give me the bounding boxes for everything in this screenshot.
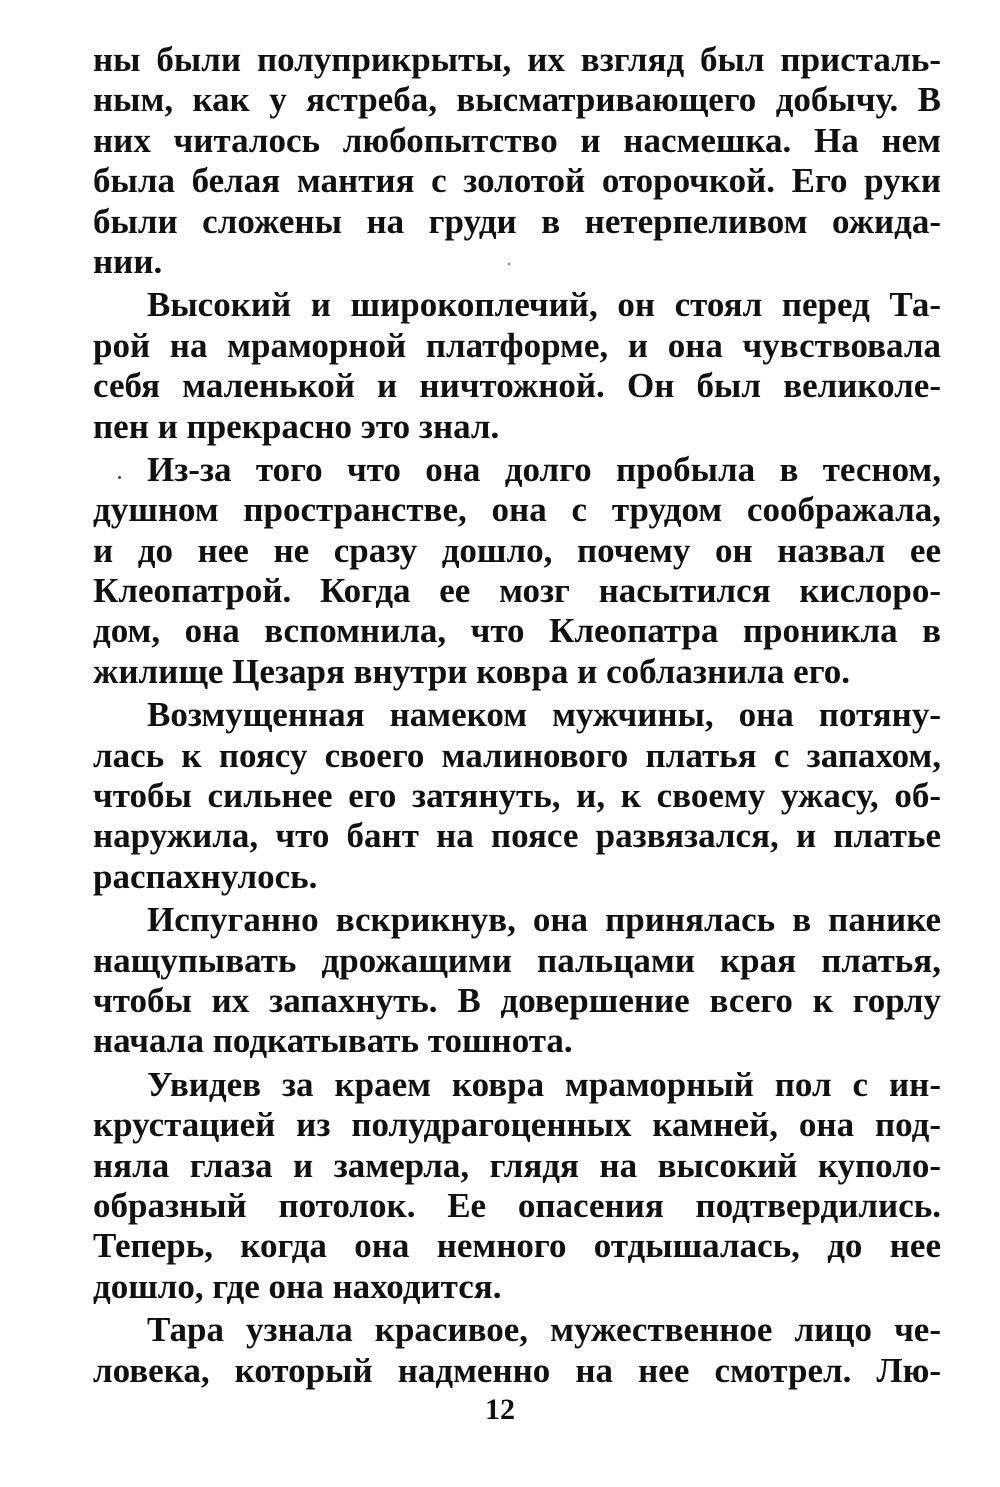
text-line: дом, она вспомнила, что Клеопатра проникла в	[93, 611, 941, 651]
text-line: Испуганно вскрикнув, она принялась в панике	[147, 900, 941, 940]
text-line: Теперь, когда она немного отдышалась, до нее	[93, 1226, 941, 1266]
text-line: чтобы их запахнуть. В довершение всего к горлу	[93, 980, 941, 1020]
text-line: была белая мантия с золотой оторочкой. Его руки	[93, 161, 941, 201]
paragraph	[93, 900, 941, 1062]
text-line: Возмущенная намеком мужчины, она потяну-	[147, 695, 941, 735]
print-speck	[118, 476, 121, 479]
text-line: Клеопатрой. Когда ее мозг насытился кислоро-	[93, 571, 941, 611]
text-line: и до нее не сразу дошло, почему он назвал ее	[93, 530, 941, 570]
text-line: наружила, что бант на поясе развязался, и платье	[93, 816, 941, 856]
text-line: Из-за того что она долго пробыла в тесном,	[147, 449, 941, 489]
text-line: них читалось любопытство и насмешка. На нем	[93, 120, 941, 160]
paragraph	[93, 450, 941, 692]
text-line: пен и прекрасно это знал.	[93, 406, 500, 446]
text-line: ловека, который надменно на нее смотрел. Лю-	[93, 1350, 941, 1390]
text-line: чтобы сильнее его затянуть, и, к своему ужасу, об-	[93, 776, 941, 816]
paragraph	[93, 1065, 941, 1307]
text-line: образный потолок. Ее опасения подтвердились.	[93, 1185, 941, 1225]
text-line: жилище Цезаря внутри ковра и соблазнила его.	[93, 651, 850, 691]
paragraph	[93, 1310, 941, 1391]
paragraph	[93, 285, 941, 447]
text-line: душном пространстве, она с трудом соображала,	[93, 490, 941, 530]
text-line: ны были полуприкрыты, их взгляд был присталь-	[93, 40, 941, 79]
print-speck	[508, 263, 510, 265]
text-line: крустацией из полудрагоценных камней, она под-	[93, 1105, 941, 1145]
text-line: себя маленькой и ничтожной. Он был великоле-	[93, 366, 941, 406]
text-line: ным, как у ястреба, высматривающего добычу. В	[93, 80, 941, 120]
text-line: Увидев за краем ковра мраморный пол с ин-	[147, 1064, 941, 1104]
text-line: Высокий и широкоплечий, он стоял перед Та-	[147, 285, 941, 325]
text-line: были сложены на груди в нетерпеливом ожида-	[93, 201, 941, 241]
text-line: лась к поясу своего малинового платья с запахом,	[93, 735, 941, 775]
text-line: распахнулось.	[93, 856, 318, 896]
paragraph	[93, 40, 941, 282]
page-number: 12	[485, 1393, 515, 1426]
text-line: дошло, где она находится.	[93, 1266, 502, 1306]
text-line: нии.	[93, 241, 163, 281]
text-line: нащупывать дрожащими пальцами края платья,	[93, 940, 941, 980]
text-line: Тара узнала красивое, мужественное лицо че-	[147, 1310, 941, 1350]
text-line: няла глаза и замерла, глядя на высокий куполо-	[93, 1145, 941, 1185]
text-line: начала подкатывать тошнота.	[93, 1021, 573, 1061]
page-body	[93, 40, 941, 1391]
paragraph	[93, 695, 941, 897]
text-line: рой на мраморной платформе, и она чувствовала	[93, 325, 941, 365]
